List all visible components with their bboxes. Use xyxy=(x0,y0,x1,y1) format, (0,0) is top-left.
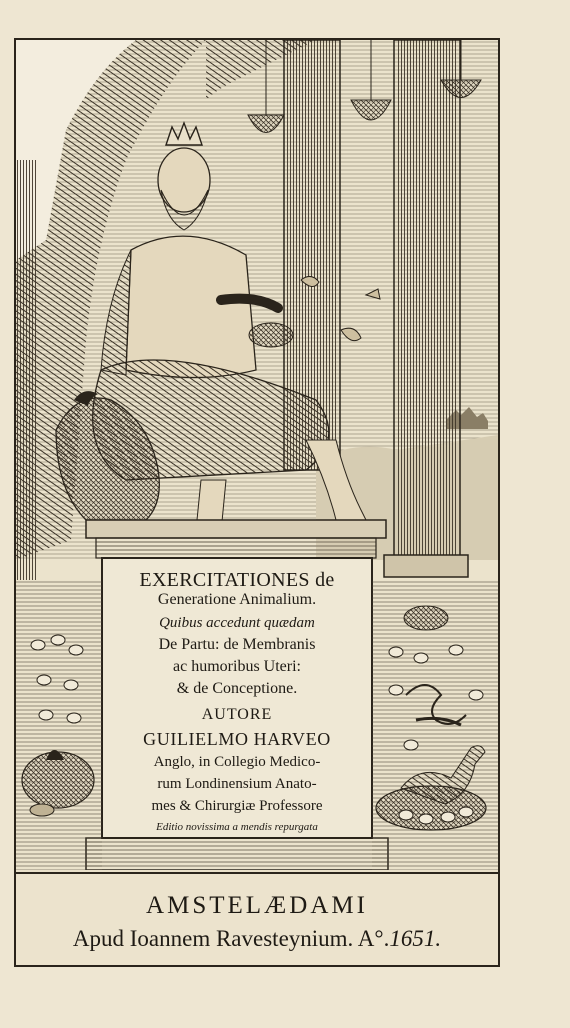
title-line-3: Quibus accedunt quædam xyxy=(159,615,315,631)
author-title-line-3: mes & Chirurgiæ Professore xyxy=(151,798,323,814)
imprint-publisher: Apud Ioannem Ravesteynium. A°. xyxy=(72,926,390,951)
imprint-year: 1651. xyxy=(389,926,442,951)
title-line-5: ac humoribus Uteri: xyxy=(173,658,301,675)
imprint-publisher-line xyxy=(16,926,498,952)
author-name: GUILIELMO HARVEO xyxy=(143,729,331,749)
imprint xyxy=(16,872,498,967)
author-title-line-1: Anglo, in Collegio Medico- xyxy=(153,754,321,770)
imprint-city: AMSTELÆDAMI xyxy=(146,892,368,919)
title-line-2: Generatione Animalium. xyxy=(157,591,317,608)
title-line-1: EXERCITATIONES de xyxy=(139,569,335,591)
author-title-line-2: rum Londinensium Anato- xyxy=(157,776,317,792)
title-block xyxy=(102,558,372,870)
edition-note: Editio novissima a mendis repurgata xyxy=(156,821,318,833)
title-line-4: De Partu: de Membranis xyxy=(158,636,316,653)
title-line-6: & de Conceptione. xyxy=(176,680,298,697)
engraved-frontispiece xyxy=(14,38,500,967)
author-label: AUTORE xyxy=(201,706,273,723)
